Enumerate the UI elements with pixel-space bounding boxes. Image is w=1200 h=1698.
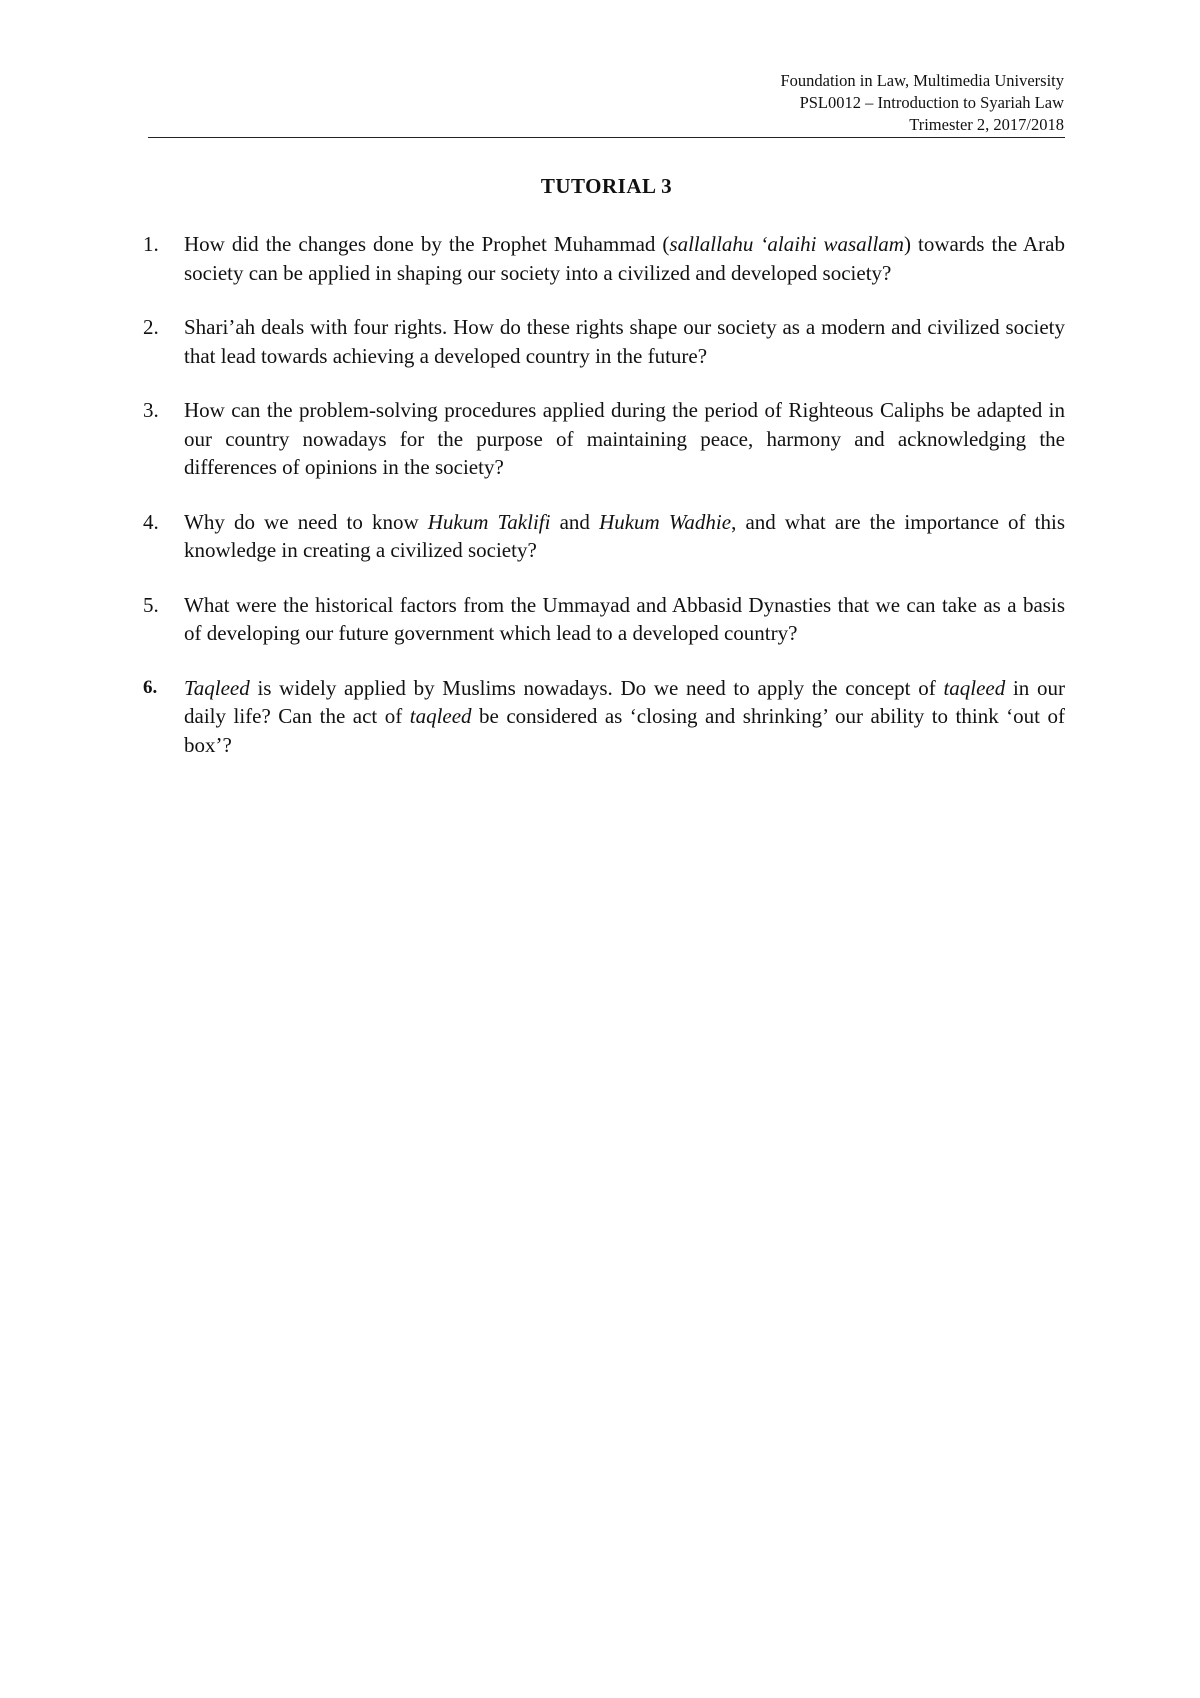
text-run: ) towards the Arab society can be applied in shaping our society into a civilized and developed society? — [184, 232, 1065, 285]
text-run: How did the changes done by the Prophet Muhammad ( — [184, 232, 670, 256]
header-divider — [148, 137, 1065, 138]
text-run: be considered as ‘closing and shrinking’ our ability to think ‘out of box’? — [184, 704, 1066, 757]
question-number: 6. — [143, 676, 158, 698]
text-run: is widely applied by Muslims nowadays. Do we need to apply the concept of — [249, 675, 944, 700]
text-run: What were the historical factors from the Ummayad and Abbasid Dynasties that we can take as a basis of developing our future government which lead to a developed country? — [184, 592, 1065, 645]
question-text — [184, 398, 1065, 479]
question-text — [184, 315, 1065, 368]
page-title: TUTORIAL 3 — [540, 174, 673, 198]
italic-run: Hukum Taklifi — [427, 509, 551, 534]
question-number: 4. — [143, 509, 159, 534]
header-course: PSL0012 – Introduction to Syariah Law — [799, 93, 1064, 112]
question-2 — [143, 313, 1065, 370]
text-run: in our daily life? Can the act of — [184, 675, 1066, 728]
text-run: Shari’ah deals with four rights. How do these rights shape our society as a modern and civilized society that lead towards achieving a developed country in the future? — [184, 315, 1065, 368]
question-number: 5. — [143, 592, 159, 617]
text-run: Why do we need to know — [184, 509, 428, 534]
question-5 — [143, 591, 1065, 648]
italic-run: Taqleed — [184, 675, 250, 700]
question-3 — [143, 396, 1065, 482]
question-text — [184, 593, 1065, 646]
page-header — [364, 70, 1064, 136]
question-list — [143, 230, 1065, 785]
question-text — [184, 510, 1065, 563]
header-term: Trimester 2, 2017/2018 — [909, 115, 1064, 134]
question-text — [184, 676, 1065, 757]
question-number: 2. — [143, 315, 159, 339]
italic-run: sallallahu ‘alaihi wasallam — [669, 232, 904, 256]
question-number: 3. — [143, 398, 159, 422]
text-run: and — [550, 509, 600, 534]
italic-run: Hukum Wadhie — [599, 509, 732, 534]
text-run: , and what are the importance of this knowledge in creating a civilized society? — [184, 509, 1065, 562]
question-1 — [143, 230, 1065, 287]
text-run: How can the problem-solving procedures applied during the period of Righteous Caliphs be adapted in our country nowadays for the purpose of maintaining peace, harmony and acknowledging the differences of opinions in the society? — [184, 398, 1065, 479]
header-institution: Foundation in Law, Multimedia University — [780, 71, 1064, 90]
question-number: 1. — [143, 232, 159, 256]
question-text — [184, 232, 1065, 285]
italic-run: taqleed — [943, 675, 1006, 700]
question-4 — [143, 508, 1065, 565]
italic-run: taqleed — [409, 704, 472, 728]
question-6 — [143, 674, 1065, 760]
